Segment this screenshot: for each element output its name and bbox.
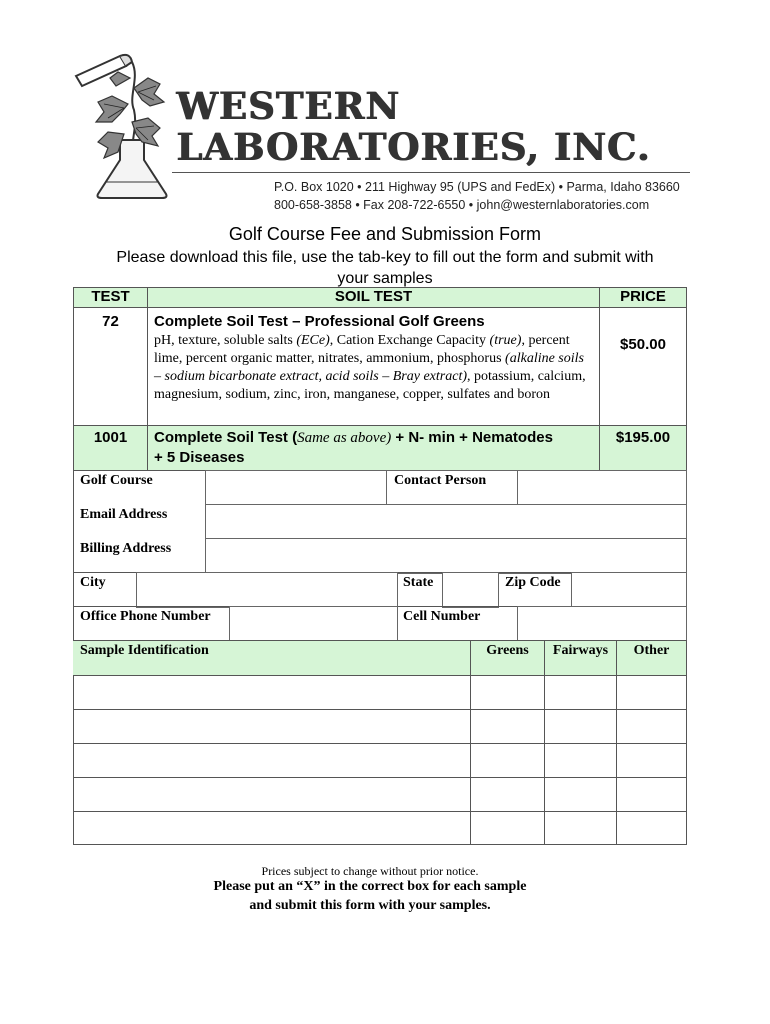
cell-number-label: Cell Number (403, 609, 481, 624)
test-price: $50.00 (620, 336, 666, 353)
company-name-line-1: WESTERN (176, 84, 400, 128)
city-label: City (80, 575, 106, 590)
office-phone-field[interactable] (229, 606, 398, 642)
test-table-rule (73, 307, 687, 308)
price-notice: Prices subject to change without prior notice. (261, 864, 479, 878)
test-price: $195.00 (615, 429, 671, 446)
zip-label: Zip Code (505, 575, 561, 590)
greens-header: Greens (486, 643, 529, 658)
greens-checkbox[interactable] (471, 744, 544, 777)
letterhead-rule (172, 172, 690, 173)
sample-id-field[interactable] (74, 710, 470, 743)
test-table-rule (147, 287, 148, 471)
test-table-rule (73, 425, 687, 426)
greens-checkbox[interactable] (471, 778, 544, 811)
fairways-header: Fairways (552, 643, 609, 658)
cell-number-field[interactable] (517, 606, 687, 642)
company-name (176, 84, 651, 169)
contact-person-field[interactable] (517, 470, 687, 506)
form-subtitle: Please download this file, use the tab-key to fill out the form and submit with your samples (116, 249, 654, 287)
other-header: Other (633, 643, 670, 658)
soil-test-column-header: SOIL TEST (334, 288, 413, 305)
fairways-checkbox[interactable] (545, 744, 616, 777)
sample-table-rule (73, 844, 687, 845)
other-checkbox[interactable] (617, 778, 686, 811)
other-checkbox[interactable] (617, 812, 686, 844)
instruction-line-1: Please put an “X” in the correct box for each sample (213, 879, 527, 894)
sample-id-header: Sample Identification (80, 643, 209, 658)
state-label: State (403, 575, 434, 590)
sample-id-field[interactable] (74, 778, 470, 811)
email-label: Email Address (80, 507, 168, 522)
fairways-checkbox[interactable] (545, 710, 616, 743)
fairways-checkbox[interactable] (545, 676, 616, 709)
billing-address-field[interactable] (205, 538, 687, 574)
sample-id-field[interactable] (74, 812, 470, 844)
sample-table-rule (73, 640, 687, 641)
fairways-checkbox[interactable] (545, 812, 616, 844)
submission-instructions (0, 877, 740, 915)
other-checkbox[interactable] (617, 710, 686, 743)
other-checkbox[interactable] (617, 744, 686, 777)
fairways-checkbox[interactable] (545, 778, 616, 811)
greens-checkbox[interactable] (471, 710, 544, 743)
test-number: 1001 (93, 429, 128, 446)
test-column-header: TEST (91, 288, 130, 305)
zip-code-field[interactable] (571, 572, 687, 608)
golf-course-field[interactable] (205, 470, 388, 506)
sample-id-field[interactable] (74, 744, 470, 777)
state-field[interactable] (442, 572, 499, 608)
test-table-rule (686, 287, 687, 471)
city-field[interactable] (136, 572, 398, 608)
email-field[interactable] (205, 504, 687, 540)
form-title: Golf Course Fee and Submission Form (228, 224, 542, 244)
office-phone-label: Office Phone Number (80, 609, 211, 624)
billing-label: Billing Address (80, 541, 172, 556)
greens-checkbox[interactable] (471, 676, 544, 709)
test-number: 72 (102, 313, 119, 330)
test-name: Complete Soil Test (Same as above) + N- min + Nematodes + 5 Diseases (154, 429, 553, 466)
greens-checkbox[interactable] (471, 812, 544, 844)
contact-person-label: Contact Person (394, 473, 487, 488)
test-name: Complete Soil Test – Professional Golf Greens (154, 313, 485, 330)
sample-id-field[interactable] (74, 676, 470, 709)
other-checkbox[interactable] (617, 676, 686, 709)
price-column-header: PRICE (620, 288, 666, 305)
golf-course-label: Golf Course (80, 473, 153, 488)
instruction-line-2: and submit this form with your samples. (249, 898, 491, 913)
company-name-line-2: LABORATORIES, INC. (176, 125, 651, 169)
company-contact: 800-658-3858 • Fax 208-722-6550 • john@westernlaboratories.com (274, 198, 650, 212)
test-description: pH, texture, soluble salts (ECe), Cation Exchange Capacity (true), percent lime, percent organic matter, nitrates, ammonium, phosphorus (alkaline soils – sodium bicarbonate extract, acid soils – Bray extract), potassium, calcium, magnesium, sodium, zinc, iron, manganese, copper, sulfates and boron (154, 333, 586, 402)
company-address: P.O. Box 1020 • 211 Highway 95 (UPS and FedEx) • Parma, Idaho 83660 (274, 180, 680, 194)
